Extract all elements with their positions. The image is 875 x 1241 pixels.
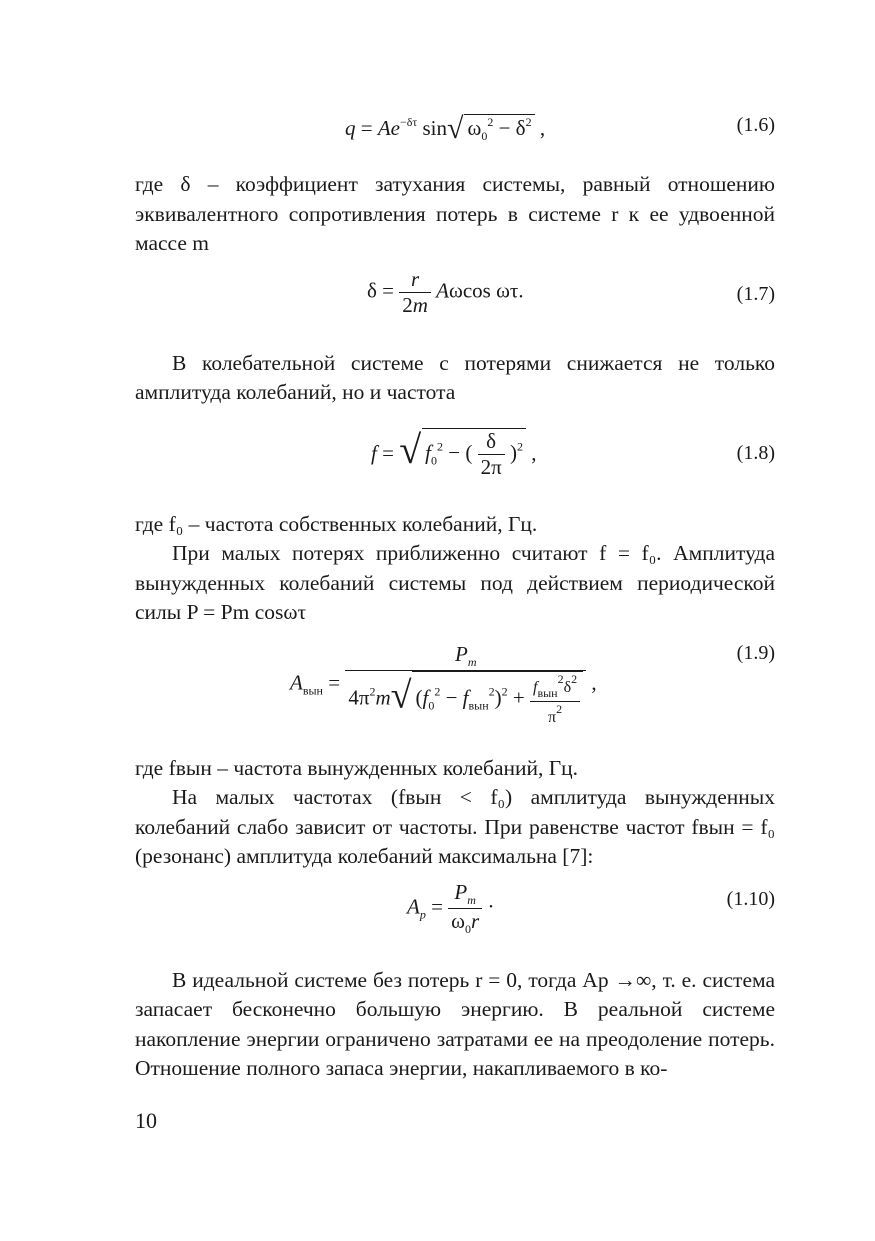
equation-1-7: δ = $\frac{r}{2m}$ Aωcos ωτ. (1.7)	[367, 266, 775, 317]
paragraph: где δ – коэффициент затухания системы, равный отношению эквивалентного сопротивления потерь в системе r к ее удвоенной массе m	[135, 172, 775, 255]
equation-number: (1.6)	[736, 114, 775, 136]
page-content	[135, 100, 775, 1084]
equation-1-9: $A_{вын}$ = $P_m$ $4\pi^2m√$ $(f_0^2 - f_{вын}^2)^2$ + $\frac{f_{вын}^2\delta^2}{\pi^2}$ , (1.9)	[290, 641, 775, 726]
paragraph: где fвын – частота вынужденных колебаний, Гц.	[135, 755, 579, 780]
equation-number: (1.10)	[726, 887, 775, 910]
equation-number: (1.8)	[736, 441, 775, 464]
equation-number: (1.9)	[736, 641, 775, 664]
equation-1-6: $q = Ae^{-\delta\tau}$ sin√ $\omega_0^2 - \delta^2$ , (1.6)	[345, 112, 775, 145]
paragraph: В колебательной системе с потерями снижается не только амплитуда колебаний, но и частота	[135, 350, 775, 404]
paragraph: где f₀ – частота собственных колебаний, Гц.	[135, 511, 538, 536]
paragraph: При малых потерях приближенно считают f = f₀. Амплитуда вынужденных колебаний системы под действием периодической силы P = Pm cosωτ	[135, 541, 775, 624]
paragraph: На малых частотах (fвын < f₀) амплитуда вынужденных колебаний слабо зависит от частоты. При равенстве частот fвын = f₀ (резонанс) амплитуда колебаний максимальна [7]:	[135, 785, 775, 868]
equation-1-8: f = √ $f_0^2$ − ( $\frac{\delta}{2\pi}$ )$^2$ , (1.8)	[371, 426, 775, 480]
page-number: 10	[135, 1108, 157, 1133]
paragraph: В идеальной системе без потерь r = 0, тогда Aр →∞, т. е. система запасает бесконечно большую энергию. В реальной системе накопление энергии ограничено затратами ее на преодоление потерь. Отношение полного запаса энергии, накапливаемого в ко-	[135, 967, 775, 1080]
equation-1-10: $A_p$ = $\frac{P_m}{\omega_0r}$ · (1.10)	[407, 879, 775, 936]
equation-number: (1.7)	[736, 282, 775, 305]
